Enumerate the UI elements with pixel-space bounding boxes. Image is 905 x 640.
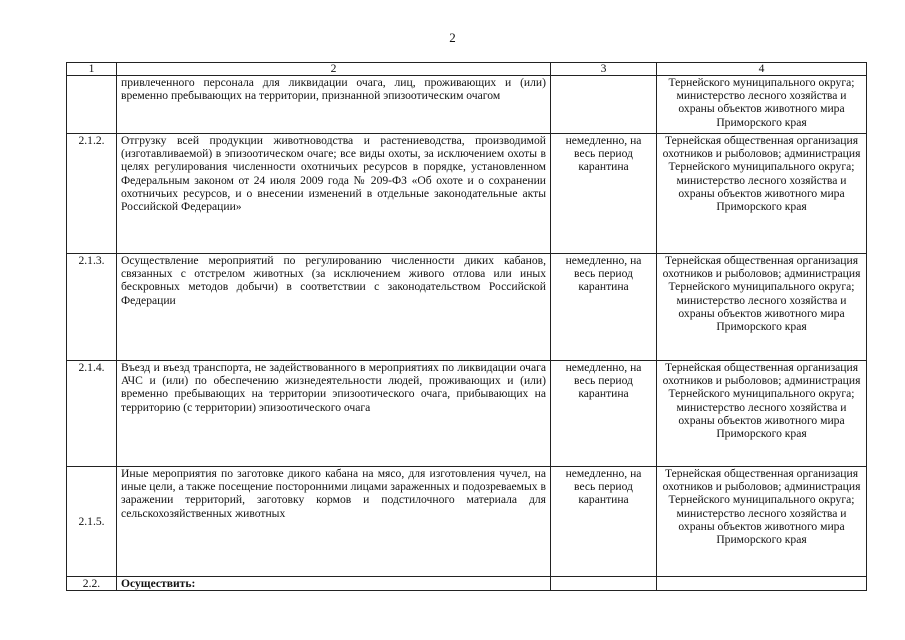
- column-number-4: 4: [657, 63, 867, 76]
- item-text: Осуществить:: [117, 577, 551, 591]
- item-number: [67, 76, 117, 134]
- table-row: [67, 467, 867, 577]
- item-number: 2.1.4.: [67, 361, 117, 467]
- item-number: 2.1.2.: [67, 134, 117, 254]
- item-number: 2.1.5.: [67, 467, 117, 577]
- item-text: Осуществление мероприятий по регулированию численности диких кабанов, связанных с отстрелом животных (за исключением живого отлова или иных бескровных методов добычи) в соответствии с законодательством Российской Федерации: [117, 254, 551, 361]
- item-responsible: Тернейская общественная организация охотников и рыболовов; администрация Тернейского муниципального округа; министерство лесного хозяйства и охраны объектов животного мира Приморского края: [657, 467, 867, 577]
- item-responsible: [657, 577, 867, 591]
- table-row: [67, 577, 867, 591]
- table-row: [67, 254, 867, 361]
- item-term: немедленно, на весь период карантина: [551, 361, 657, 467]
- column-number-1: 1: [67, 63, 117, 76]
- table-header-row: [67, 63, 867, 76]
- table-row: [67, 76, 867, 134]
- item-term: [551, 577, 657, 591]
- item-number: 2.2.: [67, 577, 117, 591]
- item-term: немедленно, на весь период карантина: [551, 467, 657, 577]
- item-responsible: Тернейская общественная организация охотников и рыболовов; администрация Тернейского муниципального округа; министерство лесного хозяйства и охраны объектов животного мира Приморского края: [657, 254, 867, 361]
- item-responsible: Тернейская общественная организация охотников и рыболовов; администрация Тернейского муниципального округа; министерство лесного хозяйства и охраны объектов животного мира Приморского края: [657, 134, 867, 254]
- item-term: немедленно, на весь период карантина: [551, 134, 657, 254]
- column-number-2: 2: [117, 63, 551, 76]
- item-responsible: Тернейская общественная организация охотников и рыболовов; администрация Тернейского муниципального округа; министерство лесного хозяйства и охраны объектов животного мира Приморского края: [657, 361, 867, 467]
- item-number: 2.1.3.: [67, 254, 117, 361]
- column-number-3: 3: [551, 63, 657, 76]
- measures-table: [66, 62, 867, 591]
- item-text: Иные мероприятия по заготовке дикого кабана на мясо, для изготовления чучел, на иные цели, а также посещение посторонними лицами зараженных и подозреваемых в заражении территорий, заготовку кормов и подстилочного материала для сельскохозяйственных животных: [117, 467, 551, 577]
- page-number: 2: [449, 30, 456, 45]
- item-text: привлеченного персонала для ликвидации очага, лиц, проживающих и (или) временно пребывающих на территории, признанной эпизоотическим очагом: [117, 76, 551, 134]
- item-term: немедленно, на весь период карантина: [551, 254, 657, 361]
- table-row: [67, 134, 867, 254]
- item-responsible: Тернейского муниципального округа; министерство лесного хозяйства и охраны объектов животного мира Приморского края: [657, 76, 867, 134]
- item-text: Отгрузку всей продукции животноводства и растениеводства, производимой (изготавливаемой) в эпизоотическом очаге; все виды охоты, за исключением охоты в целях регулирования численности охотничьих ресурсов в порядке, установленном Федеральным законом от 24 июля 2009 года № 209-ФЗ «Об охоте и о сохранении охотничьих ресурсов, и о внесении изменений в отдельные законодательные акты Российской Федерации»: [117, 134, 551, 254]
- item-text: Въезд и въезд транспорта, не задействованного в мероприятиях по ликвидации очага АЧС и (или) по обеспечению жизнедеятельности людей, проживающих и (или) временно пребывающих на территории эпизоотического очага, прибывающих на территорию (с территории) эпизоотического очага: [117, 361, 551, 467]
- table-row: [67, 361, 867, 467]
- item-term: [551, 76, 657, 134]
